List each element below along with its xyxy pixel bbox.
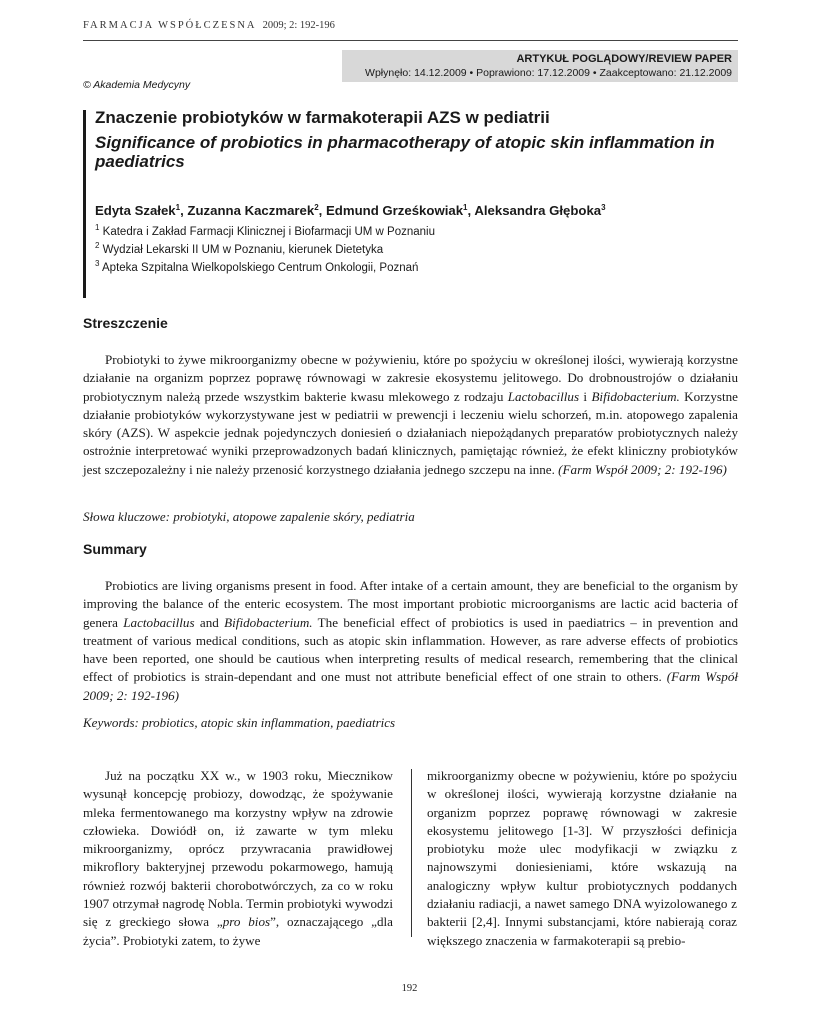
- keywords-en: Keywords: probiotics, atopic skin inflammation, paediatrics: [83, 715, 396, 730]
- header-rule: [83, 40, 738, 41]
- running-head: [83, 20, 335, 31]
- title-polish: Znaczenie probiotyków w farmakoterapii AZS w pediatrii: [95, 108, 550, 127]
- title-english: Significance of probiotics in pharmacotherapy of atopic skin inflammation in paediatrics: [95, 133, 715, 171]
- author: Edmund Grześkowiak$^1$,: [326, 203, 475, 218]
- body-column-right: mikroorganizmy obecne w pożywieniu, które po spożyciu w określonej ilości, wywierają korzystne działanie na organizm poprzez poprawę równowagi w zakresie ekosystemu jelitowego [1-3]. W przyszłości definicja probiotyku może ulec modyfikacji w związku z najnowszymi doniesieniami, które wskazują na analogiczny wpływ kultur probiotycznych poddanych działaniu radiacji, a nawet samego DNA wyizolowanego z bakterii [2,4]. Innymi substancjami, które nabierają coraz większego znaczenia w farmakoterapii są prebio-: [427, 768, 737, 948]
- affiliation: $^1$ Katedra i Zakład Farmacji Klinicznej i Biofarmacji UM w Poznaniu: [95, 223, 435, 238]
- abstract-heading-pl: Streszczenie: [83, 315, 168, 331]
- journal-citation: 2009; 2: 192-196: [262, 20, 335, 31]
- author: Edyta Szałek$^1$,: [95, 203, 188, 218]
- article-info-box: [342, 50, 738, 82]
- keywords-pl: Słowa kluczowe: probiotyki, atopowe zapalenie skóry, pediatria: [83, 509, 415, 524]
- abstract-pl: Probiotyki to żywe mikroorganizmy obecne w pożywieniu, które po spożyciu w określonej ilości, wywierają korzystne działanie na organizm poprzez poprawę równowagi w zakresie ekosystemu jelitowego. Do drobnoustrojów o działaniu probiotycznym należą przede wszystkim bakterie kwasu mlekowego z rodzaju Lactobacillus i Bifidobacterium. Korzystne działanie probiotyków wykorzystywane jest w pediatrii w prewencji i leczeniu wielu schorzeń, m.in. atopowego zapalenia skóry (AZS). W aspekcie jednak pojedynczych doniesień o działaniach niepożądanych preparatów probiotycznych należy ostrożnie interpretować wyniki przeprowadzonych badań klinicznych, pamiętając również, że efekt kliniczny probiotyków jest szczepozależny i nie należy przenosić korzystnego działania jednego szczepu na inne. (Farm Współ 2009; 2: 192-196): [83, 352, 738, 477]
- page-number: 192: [401, 983, 418, 994]
- abstract-en: Probiotics are living organisms present in food. After intake of a certain amount, they are beneficial to the organism by improving the balance of the enteric ecosystem. The most important probiotic microorganisms are lactic acid bacteria of genera Lactobacillus and Bifidobacterium. The beneficial effect of probiotics is used in paediatrics – in prevention and treatment of various medical conditions, such as atopic skin inflammation. However, as rare adverse effects of probiotics have been reported, one should be cautious when interpreting results of medical research, remembering that the clinical effect of probiotics is strain-dependant and one must not attribute beneficial effect of one strain to others. (Farm Współ 2009; 2: 192-196): [83, 578, 739, 703]
- author: Zuzanna Kaczmarek$^2$,: [187, 203, 326, 218]
- abstract-heading-en: Summary: [83, 541, 147, 557]
- journal-name: FARMACJA WSPÓŁCZESNA: [83, 20, 256, 31]
- copyright: © Akademia Medycyny: [83, 79, 191, 91]
- column-divider: [411, 769, 412, 937]
- affiliation: $^2$ Wydział Lekarski II UM w Poznaniu, kierunek Dietetyka: [95, 241, 384, 256]
- author-list: [95, 203, 606, 218]
- author: Aleksandra Głęboka$^3$: [474, 203, 606, 218]
- article-type: ARTYKUŁ POGLĄDOWY/REVIEW PAPER: [516, 53, 732, 65]
- body-column-left: Już na początku XX w., w 1903 roku, Miecznikow wysunął koncepcję probiozy, dowodząc, że spożywanie mleka fermentowanego ma korzystny wpływ na zdrowie człowieka. Dowiódł on, iż zawarte w tym mleku mikroorganizmy, oprócz przywracania prawidłowej mikroflory bakteryjnej przewodu pokarmowego, hamują również rozwój bakterii chorobotwórczych, za co w roku 1907 otrzymał nagrodę Nobla. Termin probiotyki wywodzi się z greckiego słowa „pro bios”, oznaczającego „dla życia”. Probiotyki zatem, to żywe: [83, 768, 393, 948]
- article-dates: Wpłynęło: 14.12.2009 • Poprawiono: 17.12.2009 • Zaakceptowano: 21.12.2009: [365, 67, 732, 79]
- affiliation: $^3$ Apteka Szpitalna Wielkopolskiego Centrum Onkologii, Poznań: [95, 259, 419, 274]
- title-accent-bar: [83, 110, 86, 298]
